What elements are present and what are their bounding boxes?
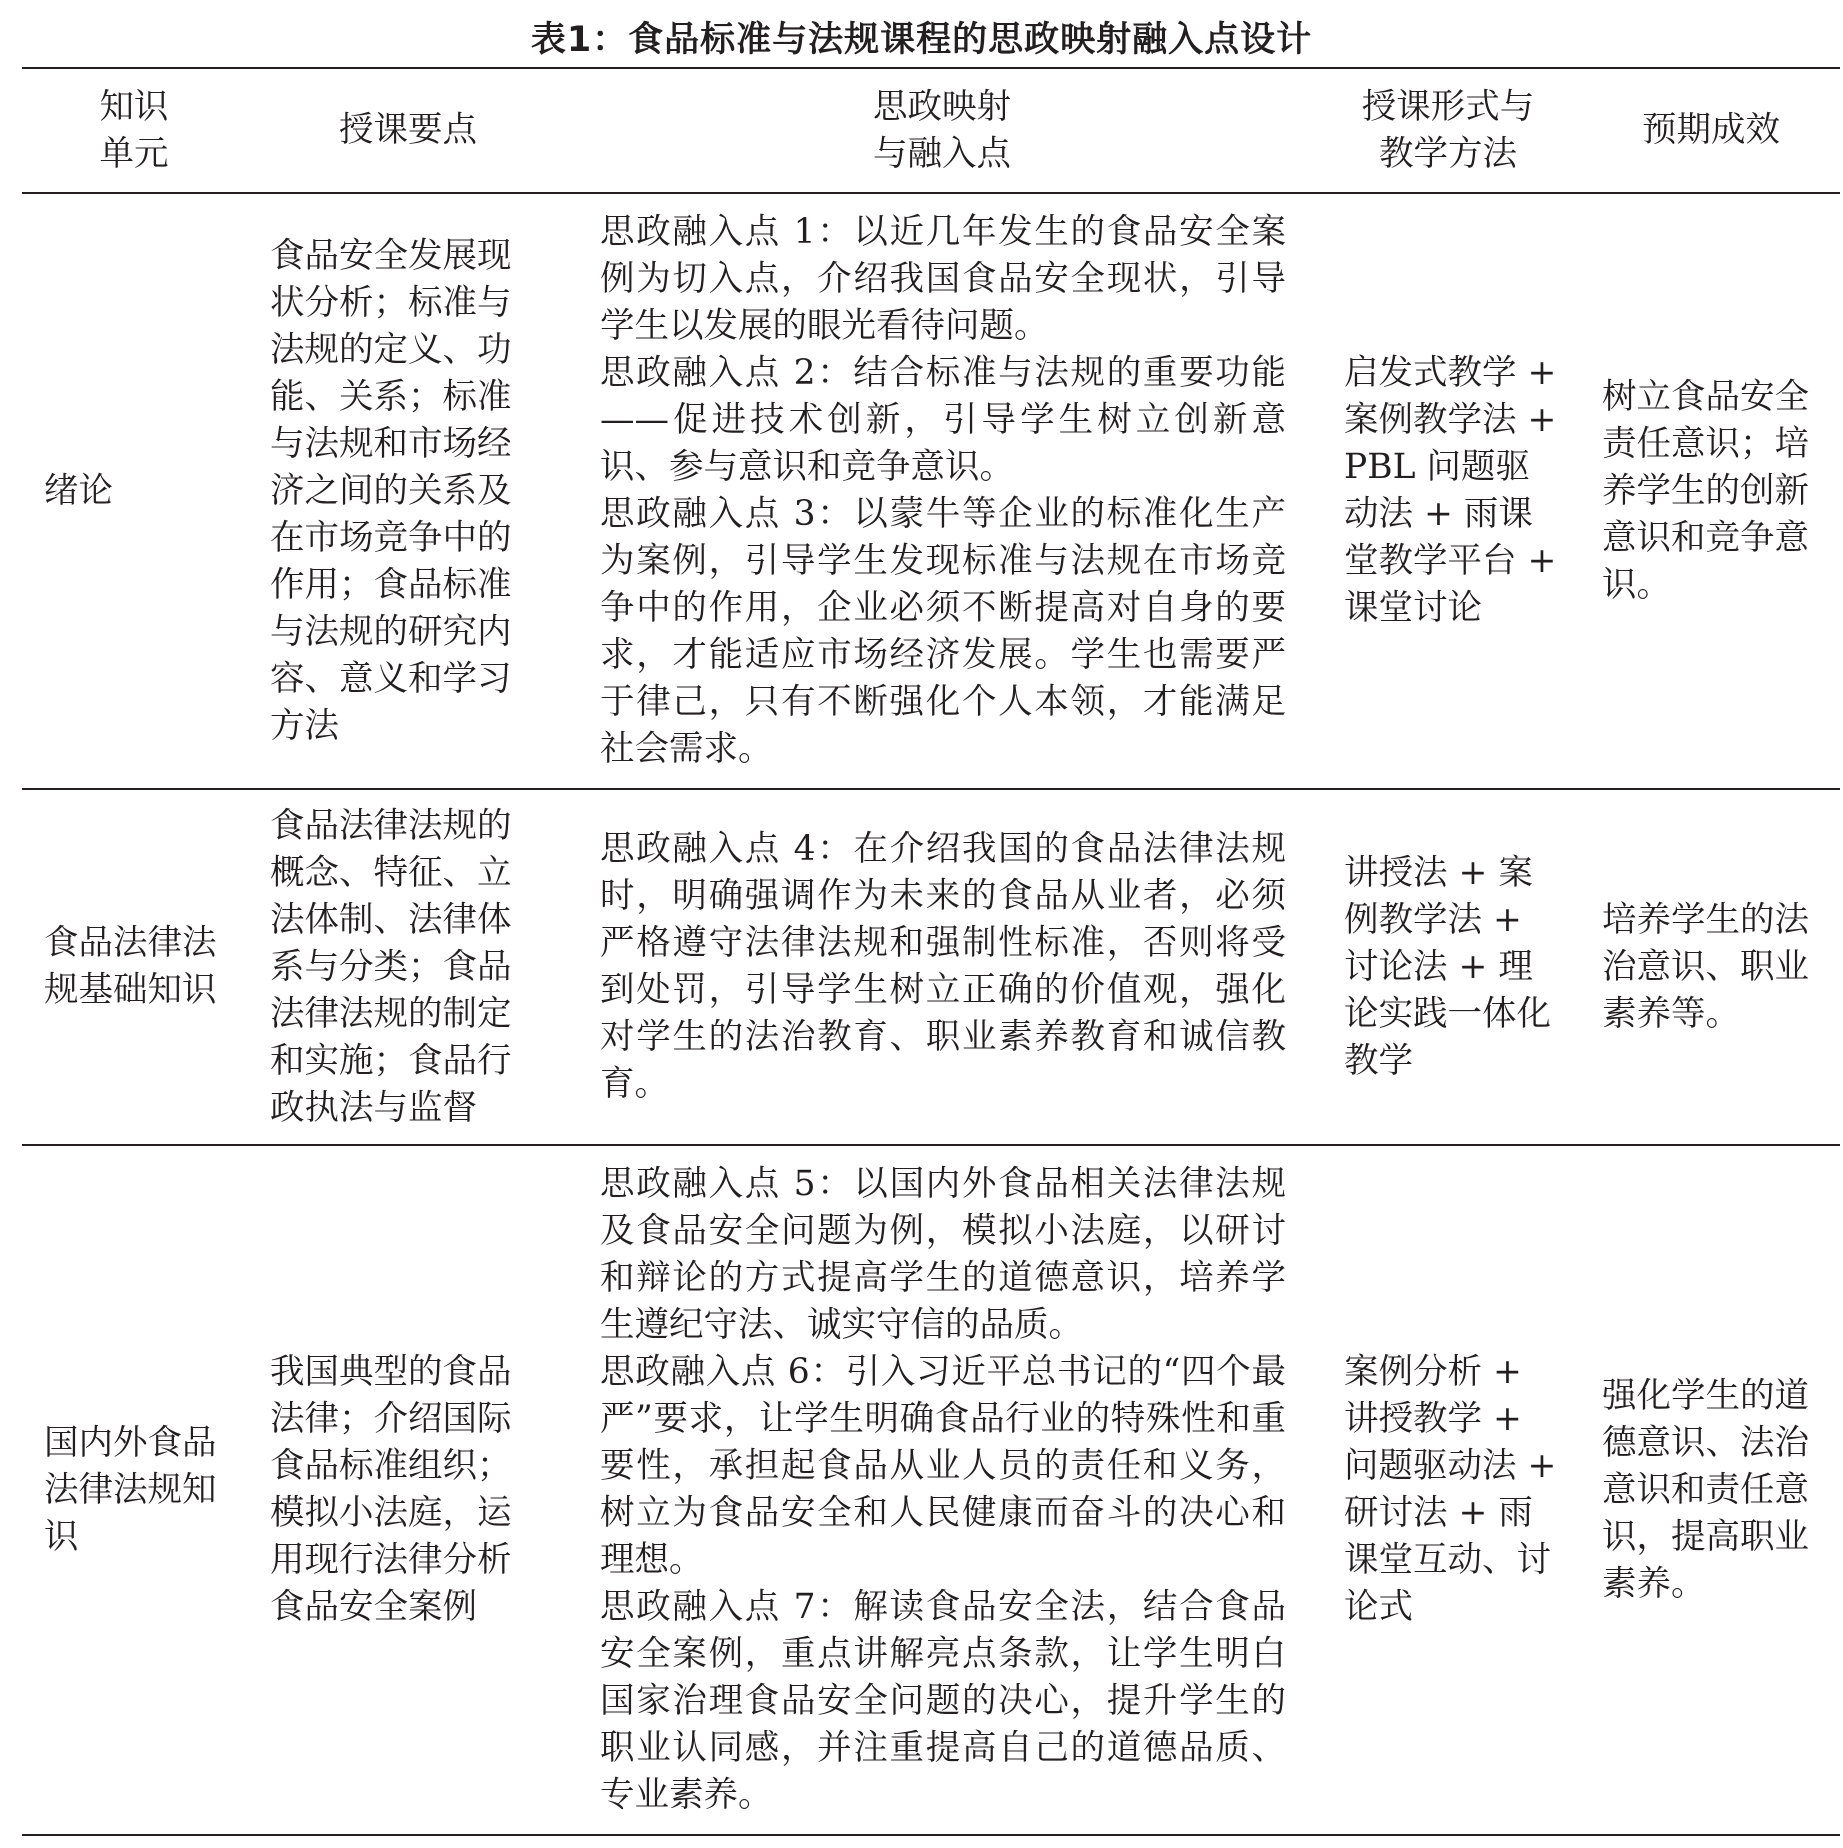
header-expected-outcome [1582,68,1840,193]
header-line: 知识 [99,86,169,127]
cell-ideological-points [570,789,1314,1145]
table-title: 表1：食品标准与法规课程的思政映射融入点设计 [530,20,1313,60]
header-knowledge-unit [22,68,246,193]
cell-teaching-methods: 案例分析 + 讲授教学 + 问题驱动法 + 研讨法 + 雨课堂互动、讨论式 [1314,1145,1582,1835]
ideological-mapping-table [22,67,1840,1836]
table-row [22,1145,1840,1835]
cell-knowledge-unit: 绪论 [22,193,246,789]
header-row [22,68,1840,193]
ideological-point: 思政融入点 3：以蒙牛等企业的标准化生产为案例，引导学生发现标准与法规在市场竞争中的作用，企业必须不断提高对自身的要求，才能适应市场经济发展。学生也需要严于律己，只有不断强化个人本领，才能满足社会需求。 [600,494,1286,769]
table-row [22,789,1840,1145]
cell-teaching-points: 食品安全发展现状分析；标准与法规的定义、功能、关系；标准与法规和市场经济之间的关系及在市场竞争中的作用；食品标准与法规的研究内容、意义和学习方法 [246,193,570,789]
ideological-point: 思政融入点 4：在介绍我国的食品法律法规时，明确强调作为未来的食品从业者，必须严格遵守法律法规和强制性标准，否则将受到处罚，引导学生树立正确的价值观，强化对学生的法治教育、职业素养教育和诚信教育。 [600,829,1286,1104]
cell-ideological-points [570,1145,1314,1835]
cell-expected-outcome: 树立食品安全责任意识；培养学生的创新意识和竞争意识。 [1582,193,1840,789]
cell-expected-outcome: 培养学生的法治意识、职业素养等。 [1582,789,1840,1145]
header-line: 与融入点 [873,133,1011,174]
table-row [22,193,1840,789]
ideological-point: 思政融入点 7：解读食品安全法，结合食品安全案例，重点讲解亮点条款，让学生明白国家治理食品安全问题的决心，提升学生的职业认同感，并注重提高自己的道德品质、专业素养。 [600,1587,1286,1815]
table-header [22,68,1840,193]
header-line: 教学方法 [1379,133,1517,174]
cell-ideological-points [570,193,1314,789]
ideological-point: 思政融入点 1：以近几年发生的食品安全案例为切入点，介绍我国食品安全现状，引导学生以发展的眼光看待问题。 [600,212,1286,346]
header-line: 预期成效 [1642,110,1780,150]
cell-expected-outcome: 强化学生的道德意识、法治意识和责任意识，提高职业素养。 [1582,1145,1840,1835]
cell-teaching-points: 我国典型的食品法律；介绍国际食品标准组织；模拟小法庭，运用现行法律分析食品安全案例 [246,1145,570,1835]
ideological-point: 思政融入点 6：引入习近平总书记的“四个最严”要求，让学生明确食品行业的特殊性和重要性，承担起食品从业人员的责任和义务，树立为食品安全和人民健康而奋斗的决心和理想。 [600,1352,1286,1580]
cell-knowledge-unit: 国内外食品法律法规知识 [22,1145,246,1835]
cell-teaching-methods: 讲授法 + 案例教学法 + 讨论法 + 理论实践一体化教学 [1314,789,1582,1145]
header-line: 单元 [99,133,169,174]
ideological-point: 思政融入点 5：以国内外食品相关法律法规及食品安全问题为例，模拟小法庭，以研讨和辩论的方式提高学生的道德意识，培养学生遵纪守法、诚实守信的品质。 [600,1164,1286,1345]
cell-teaching-methods: 启发式教学 + 案例教学法 + PBL 问题驱动法 + 雨课堂教学平台 + 课堂讨论 [1314,193,1582,789]
cell-knowledge-unit: 食品法律法规基础知识 [22,789,246,1145]
cell-teaching-points: 食品法律法规的概念、特征、立法体制、法律体系与分类；食品法律法规的制定和实施；食品行政执法与监督 [246,789,570,1145]
header-line: 授课形式与 [1361,86,1535,127]
header-line: 思政映射 [873,86,1011,127]
table-body [22,193,1840,1835]
header-ideological-mapping [570,68,1314,193]
header-teaching-points [246,68,570,193]
ideological-point: 思政融入点 2：结合标准与法规的重要功能——促进技术创新，引导学生树立创新意识、参与意识和竞争意识。 [600,353,1286,487]
header-line: 授课要点 [339,110,477,150]
header-teaching-methods [1314,68,1582,193]
